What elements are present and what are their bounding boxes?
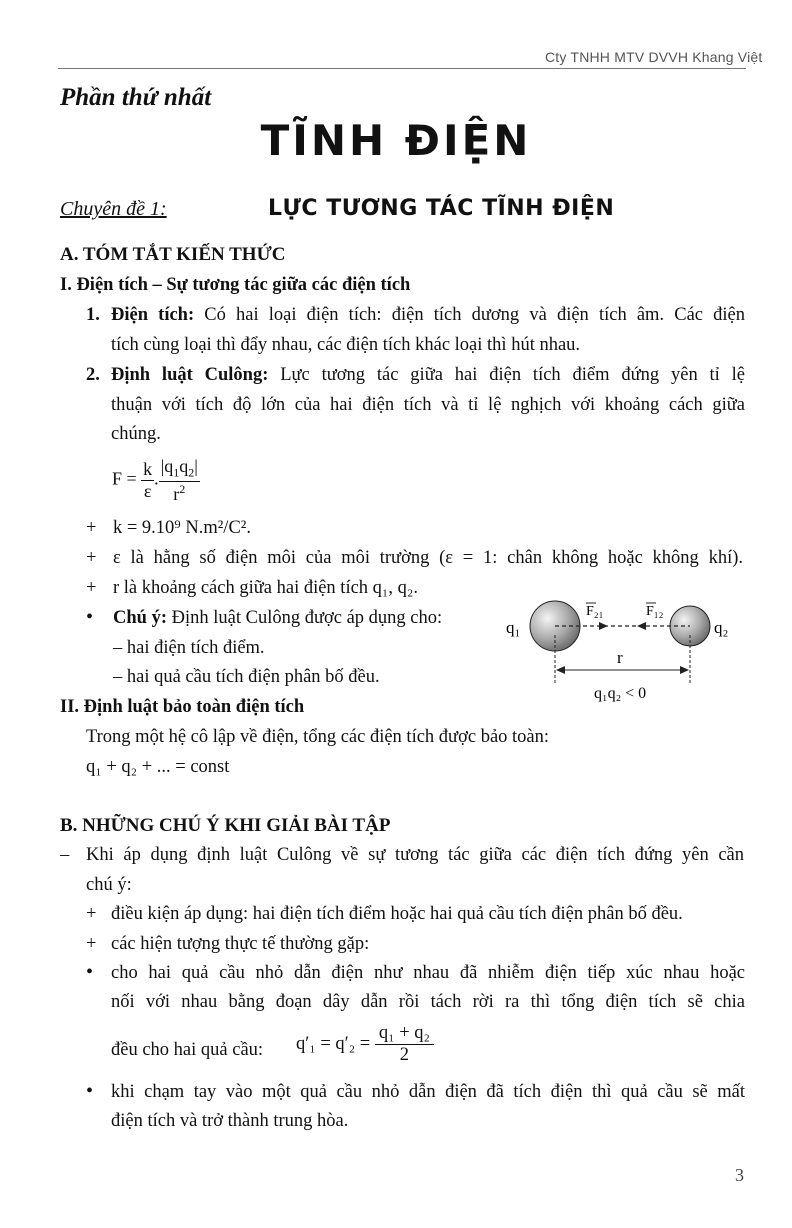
bullet-k: k = 9.10⁹ N.m²/C². xyxy=(113,518,251,538)
page-number: 3 xyxy=(735,1165,744,1185)
label-f21: F₂₁ xyxy=(586,604,604,619)
arrow-f12 xyxy=(637,622,646,630)
c2-line-2: điện tích và trở thành trung hòa. xyxy=(111,1111,349,1131)
part-title: TĨNH ĐIỆN xyxy=(260,116,532,165)
coulomb-diagram xyxy=(500,595,750,705)
item-2-line-1 xyxy=(111,365,745,386)
formula-k: k xyxy=(143,458,153,479)
item-2-line-3: chúng. xyxy=(111,424,161,444)
item-2-line-2: thuận với tích độ lớn của hai điện tích và tỉ lệ nghịch với khoảng cách giữa xyxy=(111,395,745,415)
split-formula-den: 2 xyxy=(399,1045,410,1065)
formula-denominator: $r^2$ xyxy=(173,481,186,504)
header-rule xyxy=(58,68,746,69)
b-point-2: các hiện tượng thực tế thường gặp: xyxy=(111,934,370,954)
c1-line-1: cho hai quả cầu nhỏ dẫn điện như nhau đã nhiễm điện tiếp xúc nhau hoặc xyxy=(111,963,745,983)
label-f12: F₁₂ xyxy=(646,604,664,619)
item-2-term: Định luật Culông: xyxy=(111,365,269,385)
formula-dot: . xyxy=(154,468,159,489)
bullet-c1: • xyxy=(86,961,94,983)
coulomb-formula xyxy=(112,456,200,505)
formula-q-over-r xyxy=(159,456,200,505)
plus-1: + xyxy=(86,518,97,538)
note-detail-1: – hai điện tích điểm. xyxy=(113,638,265,658)
note-detail-2: – hai quả cầu tích điện phân bố đều. xyxy=(113,667,380,687)
item-1-number: 1. xyxy=(86,305,100,325)
item-1-line-2: tích cùng loại thì đẩy nhau, các điện tích khác loại thì hút nhau. xyxy=(111,335,581,355)
formula-k-over-eps xyxy=(141,459,154,502)
dash-intro: – xyxy=(60,845,70,865)
label-condition: q₁q₂ < 0 xyxy=(594,685,647,702)
subsection-1-heading: I. Điện tích – Sự tương tác giữa các điện tích xyxy=(60,275,411,295)
part-label: Phần thứ nhất xyxy=(60,84,212,111)
item-1-term: Điện tích: xyxy=(111,305,195,325)
note-term: Chú ý: xyxy=(113,608,167,628)
subsection-2-heading: II. Định luật bảo toàn điện tích xyxy=(60,697,305,717)
plus-3: + xyxy=(86,578,97,598)
split-formula-lhs: q′₁ = q′₂ = xyxy=(296,1034,371,1054)
split-formula-num: q₁ + q₂ xyxy=(375,1023,434,1045)
arrow-f21 xyxy=(599,622,608,630)
diagram-q2-label: q₂ xyxy=(714,618,729,637)
topic-label: Chuyên đề 1: xyxy=(60,198,167,220)
dim-arrow-right xyxy=(680,666,689,674)
item-2-number: 2. xyxy=(86,365,100,385)
note-bullet: • xyxy=(86,606,94,628)
note-line xyxy=(113,608,442,629)
item-1-line-1 xyxy=(111,305,745,326)
charge-split-formula xyxy=(296,1023,434,1066)
bullet-epsilon: ε là hằng số điện môi của môi trường (ε = 1: chân không hoặc không khí). xyxy=(113,548,743,568)
conservation-text: Trong một hệ cô lập về điện, tổng các điện tích được bảo toàn: xyxy=(86,727,550,747)
bullet-r: r là khoảng cách giữa hai điện tích q₁, q₂. xyxy=(113,578,418,598)
plus-2: + xyxy=(86,548,97,568)
conservation-formula: q₁ + q₂ + ... = const xyxy=(86,757,230,777)
formula-numerator: $|q_1q_2|$ xyxy=(160,456,198,480)
publisher-header: Cty TNHH MTV DVVH Khang Việt xyxy=(545,49,763,65)
item-1-text: Có hai loại điện tích: điện tích dương và điện tích âm. Các điện xyxy=(204,305,745,325)
item-2-text: Lực tương tác giữa hai điện tích điểm đứng yên tỉ lệ xyxy=(280,365,746,385)
plus-b1: + xyxy=(86,904,97,924)
c1-line-2: nối với nhau bằng đoạn dây dẫn rồi tách rời ra thì tổng điện tích sẽ chia xyxy=(111,992,745,1012)
split-formula-fraction xyxy=(375,1023,434,1066)
topic-title: LỰC TƯƠNG TÁC TĨNH ĐIỆN xyxy=(268,196,615,221)
c1-line-3: đều cho hai quả cầu: xyxy=(111,1040,264,1060)
b-intro-line-2: chú ý: xyxy=(86,875,132,895)
c2-line-1: khi chạm tay vào một quả cầu nhỏ dẫn điện đã tích điện thì quả cầu sẽ mất xyxy=(111,1082,745,1102)
b-point-1: điều kiện áp dụng: hai điện tích điểm hoặc hai quả cầu tích điện phân bố đều. xyxy=(111,904,683,924)
plus-b2: + xyxy=(86,934,97,954)
dim-arrow-left xyxy=(556,666,565,674)
section-b-heading: B. NHỮNG CHÚ Ý KHI GIẢI BÀI TẬP xyxy=(60,815,391,836)
diagram-q1-label: q₁ xyxy=(506,618,521,637)
formula-lhs: F = xyxy=(112,468,137,489)
note-text: Định luật Culông được áp dụng cho: xyxy=(171,608,443,628)
bullet-c2: • xyxy=(86,1080,94,1102)
formula-eps: ε xyxy=(143,480,152,501)
section-a-heading: A. TÓM TẮT KIẾN THỨC xyxy=(60,244,286,265)
label-r: r xyxy=(617,648,623,667)
b-intro-line-1: Khi áp dụng định luật Culông về sự tương tác giữa các điện tích đứng yên cần xyxy=(86,845,744,865)
